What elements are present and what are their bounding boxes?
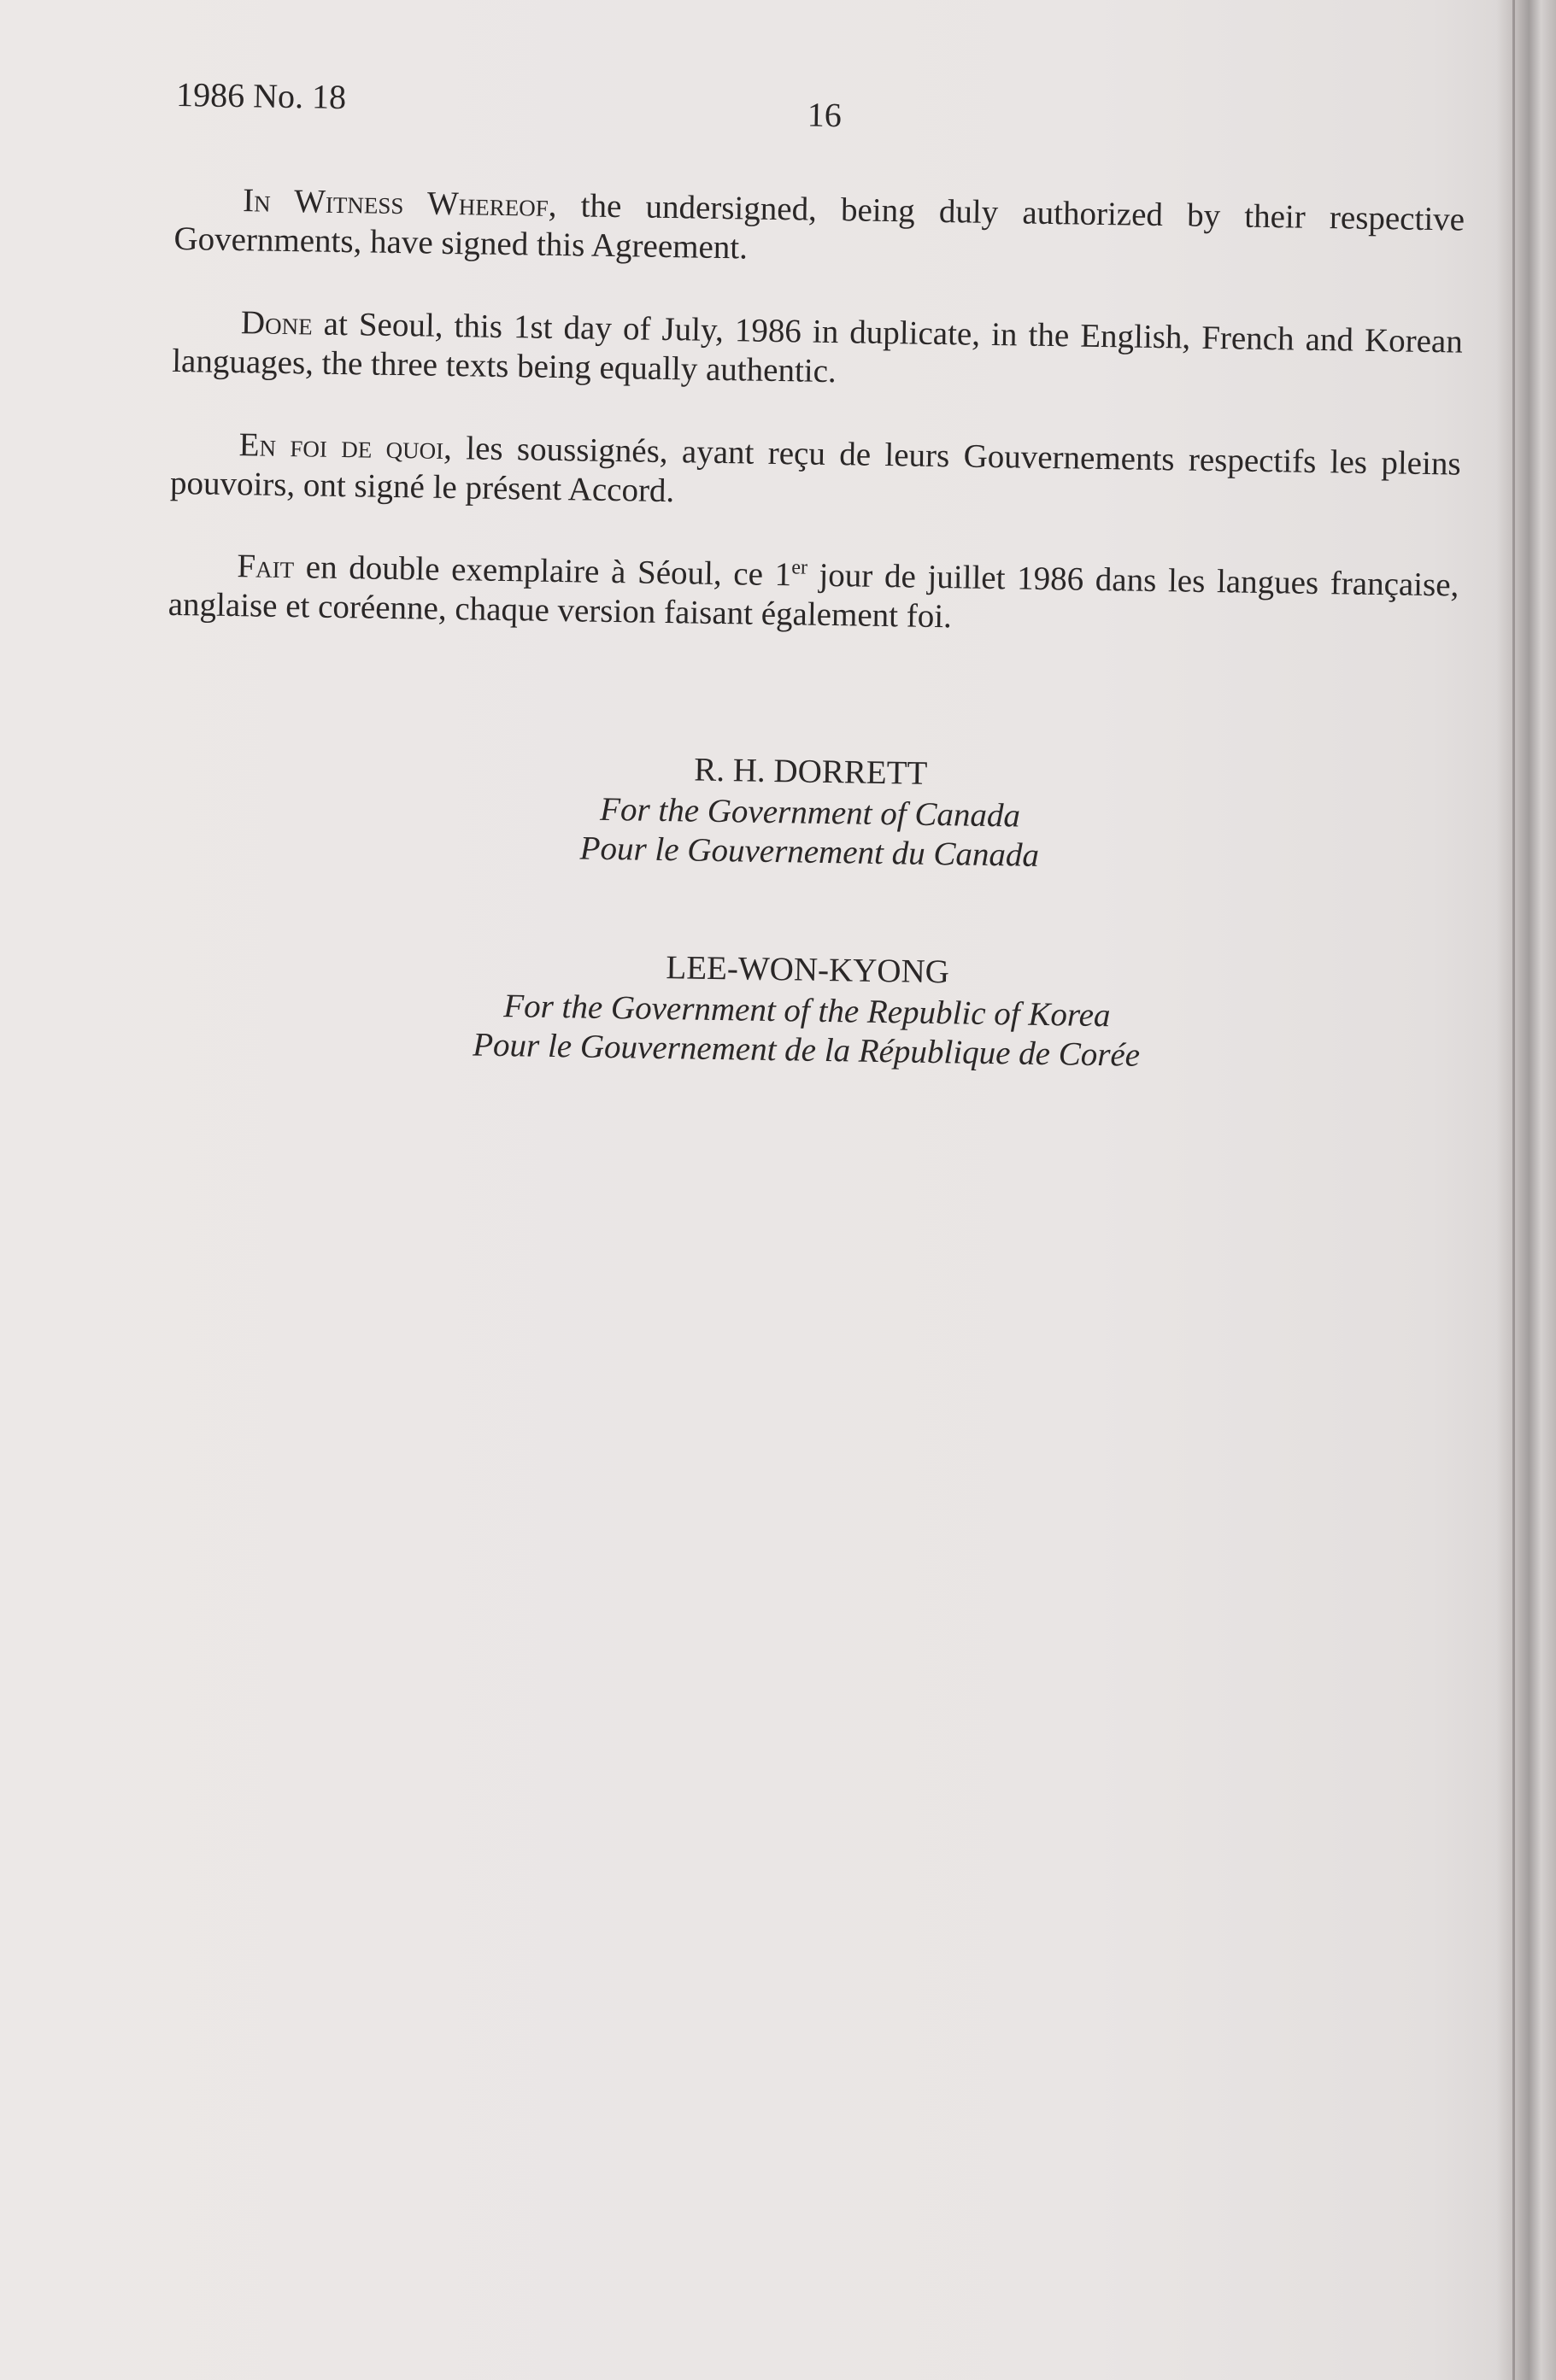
signatory-capacity-fr: Pour le Gouvernement du Canada bbox=[579, 829, 1040, 874]
page-number: 16 bbox=[807, 95, 843, 135]
paragraph-fait bbox=[167, 546, 1459, 645]
signatory-name: R. H. DORRETT bbox=[693, 751, 928, 792]
paragraph-text: , the undersigned, being duly authorized by their respective Governments, have signed this Agreement. bbox=[173, 186, 1465, 267]
ordinal-superscript: er bbox=[791, 556, 808, 579]
running-head: 1986 No. 18 bbox=[175, 74, 347, 117]
paragraph-lead: Fait bbox=[237, 548, 295, 586]
paragraph-done bbox=[172, 302, 1463, 402]
paragraph-text: en double exemplaire à Séoul, ce 1 bbox=[293, 548, 792, 594]
signatory-capacity-fr: Pour le Gouvernement de la République de Corée bbox=[472, 1026, 1141, 1074]
signature-block-korea bbox=[161, 941, 1453, 1081]
signature-block-canada bbox=[164, 742, 1456, 882]
paragraph-lead: Done bbox=[240, 304, 313, 343]
signatory-capacity-en: For the Government of Canada bbox=[599, 790, 1021, 835]
paragraph-lead: In Witness Whereof bbox=[242, 182, 549, 224]
paragraph-text: at Seoul, this 1st day of July, 1986 in duplicate, in the English, French and Korean languages, the three texts being equally authentic. bbox=[171, 305, 1464, 390]
paragraph-lead: En foi de quoi bbox=[238, 426, 444, 466]
paragraph-text: , les soussignés, ayant reçu de leurs Gouvernements respectifs les pleins pouvoirs, ont signé le présent Accord. bbox=[169, 429, 1461, 510]
signatory-name: LEE-WON-KYONG bbox=[666, 949, 950, 991]
paragraph-in-witness-whereof bbox=[173, 180, 1465, 279]
paragraph-text: jour de juillet 1986 dans les langues française, anglaise et coréenne, chaque version faisant également foi. bbox=[167, 556, 1459, 636]
paragraph-en-foi-de-quoi bbox=[170, 425, 1461, 524]
signatory-capacity-en: For the Government of the Republic of Korea bbox=[503, 988, 1111, 1035]
